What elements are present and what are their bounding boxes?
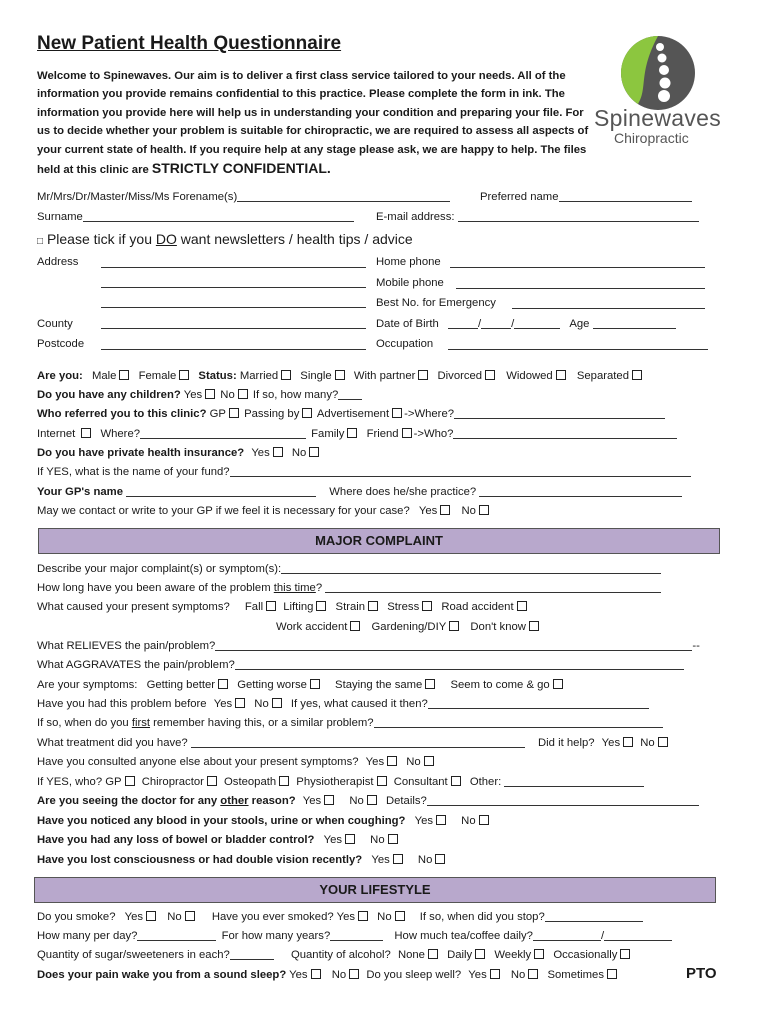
relieves-tail: -- — [692, 640, 700, 652]
doctor-no-label: No — [349, 795, 364, 807]
married-checkbox[interactable] — [281, 370, 291, 380]
contact-no-checkbox[interactable] — [479, 505, 489, 515]
did-help-yes-label: Yes — [601, 737, 621, 749]
bowel-row — [37, 833, 400, 847]
children-no-checkbox[interactable] — [238, 389, 248, 399]
address-line-1[interactable] — [101, 267, 366, 268]
children-yes-label: Yes — [183, 389, 203, 401]
relieves-row — [37, 639, 700, 653]
bowel-yes-label: Yes — [323, 834, 343, 846]
age-field[interactable] — [593, 317, 676, 329]
single-label: Single — [300, 370, 332, 382]
friend-label: Friend — [366, 428, 399, 440]
are-you-label: Are you: — [37, 370, 83, 382]
symptoms-question: Are your symptoms: — [37, 679, 138, 691]
logo-icon — [618, 33, 698, 113]
occasionally-checkbox[interactable] — [620, 949, 630, 959]
fund-label: If YES, what is the name of your fund? — [37, 466, 230, 478]
gardening-label: Gardening/DIY — [371, 621, 447, 633]
sometimes-label: Sometimes — [547, 969, 604, 981]
dob-sep-2: / — [511, 318, 515, 330]
consulted-question: Have you consulted anyone else about your present symptoms? — [37, 756, 359, 768]
insurance-no-label: No — [291, 447, 307, 459]
did-help-label: Did it help? — [538, 737, 595, 749]
passing-checkbox[interactable] — [302, 408, 312, 418]
relieves-field[interactable] — [215, 639, 692, 651]
consulted-yes-label: Yes — [365, 756, 385, 768]
separated-checkbox[interactable] — [632, 370, 642, 380]
dob-row — [376, 317, 676, 331]
sometimes-checkbox[interactable] — [607, 969, 617, 979]
contact-gp-question: May we contact or write to your GP if we feel it is necessary for your case? — [37, 505, 410, 517]
doctor-no-checkbox[interactable] — [367, 795, 377, 805]
per-day-field[interactable] — [137, 929, 216, 941]
gp-name-field[interactable] — [126, 485, 316, 497]
physio-label: Physiotherapist — [296, 776, 374, 788]
conscious-no-checkbox[interactable] — [435, 854, 445, 864]
advert-label: Advertisement — [316, 408, 390, 420]
years-label: For how many years? — [221, 930, 331, 942]
conscious-yes-label: Yes — [371, 854, 390, 866]
consultant-label: Consultant — [393, 776, 448, 788]
emergency-label: Best No. for Emergency — [376, 297, 496, 309]
contact-gp-row — [37, 504, 491, 518]
describe-row — [37, 562, 661, 576]
dont-know-checkbox[interactable] — [529, 621, 539, 631]
conscious-yes-checkbox[interactable] — [393, 854, 403, 864]
family-checkbox[interactable] — [347, 428, 357, 438]
doctor-underlined: other — [220, 795, 249, 807]
status-label: Status: — [198, 370, 237, 382]
had-before-row — [37, 697, 649, 711]
bowel-no-checkbox[interactable] — [388, 834, 398, 844]
major-complaint-header: MAJOR COMPLAINT — [38, 528, 720, 554]
bowel-yes-checkbox[interactable] — [345, 834, 355, 844]
wake-row — [37, 968, 619, 982]
none-checkbox[interactable] — [428, 949, 438, 959]
what-caused-field[interactable] — [428, 697, 649, 709]
internet-label: Internet — [37, 428, 76, 440]
lifting-label: Lifting — [283, 601, 314, 613]
dob-year[interactable] — [514, 317, 560, 329]
conscious-no-label: No — [417, 854, 433, 866]
friend-who-label: ->Who? — [413, 428, 454, 440]
mobile-phone-field[interactable] — [456, 288, 705, 289]
referred-gp-checkbox[interactable] — [229, 408, 239, 418]
partner-label: With partner — [353, 370, 416, 382]
sleep-well-question: Do you sleep well? — [366, 969, 462, 981]
logo-name: Spinewaves — [594, 105, 722, 131]
years-field[interactable] — [330, 929, 383, 941]
road-checkbox[interactable] — [517, 601, 527, 611]
partner-checkbox[interactable] — [418, 370, 428, 380]
children-no-label: No — [220, 389, 235, 401]
when-stop-field[interactable] — [545, 910, 643, 922]
had-before-yes-label: Yes — [213, 698, 233, 710]
caused-row — [37, 600, 529, 614]
road-label: Road accident — [441, 601, 514, 613]
per-day-row — [37, 929, 672, 943]
address-line-2[interactable] — [101, 287, 366, 288]
caused-question: What caused your present symptoms? — [37, 601, 230, 613]
fund-field[interactable] — [230, 465, 691, 477]
who-gp-checkbox[interactable] — [125, 776, 135, 786]
chiropractor-label: Chiropractor — [141, 776, 204, 788]
how-long-pre: How long have you been aware of the problem — [37, 582, 274, 594]
if-yes-who-label: If YES, who? — [37, 776, 103, 788]
stress-checkbox[interactable] — [422, 601, 432, 611]
internet-where-label: Where? — [100, 428, 141, 440]
surname-field[interactable] — [83, 210, 354, 222]
who-gp-label: GP — [105, 776, 122, 788]
blood-question: Have you noticed any blood in your stools, urine or when coughing? — [37, 815, 406, 827]
doctor-yes-label: Yes — [302, 795, 322, 807]
doctor-yes-checkbox[interactable] — [324, 795, 334, 805]
newsletter-checkbox[interactable]: □ — [37, 236, 44, 247]
county-field[interactable] — [101, 328, 366, 329]
symptoms-row — [37, 678, 565, 692]
none-label: None — [397, 949, 425, 961]
when-stop-label: If so, when did you stop? — [419, 911, 545, 923]
forename-field[interactable] — [237, 190, 450, 202]
email-row — [376, 210, 699, 224]
address-label: Address — [37, 256, 79, 268]
smoke-no-label: No — [167, 911, 182, 923]
referred-question: Who referred you to this clinic? — [37, 408, 207, 420]
fund-row — [37, 465, 691, 479]
had-before-yes-checkbox[interactable] — [235, 698, 245, 708]
had-before-question: Have you had this problem before — [37, 698, 207, 710]
blood-yes-checkbox[interactable] — [436, 815, 446, 825]
work-label: Work accident — [276, 621, 348, 633]
age-label: Age — [569, 318, 590, 330]
lifestyle-header: YOUR LIFESTYLE — [34, 877, 716, 903]
emergency-field[interactable] — [512, 308, 705, 309]
daily-checkbox[interactable] — [475, 949, 485, 959]
tea-field-1[interactable] — [533, 929, 601, 941]
family-label: Family — [311, 428, 345, 440]
dob-label: Date of Birth — [376, 318, 439, 330]
aggravates-row — [37, 658, 684, 672]
pto-label: PTO — [686, 965, 717, 982]
occupation-field[interactable] — [448, 349, 708, 350]
did-help-no-checkbox[interactable] — [658, 737, 668, 747]
occupation-label: Occupation — [376, 338, 434, 350]
stress-label: Stress — [387, 601, 420, 613]
tea-sep: / — [600, 930, 605, 942]
blood-yes-label: Yes — [414, 815, 434, 827]
ever-yes-checkbox[interactable] — [358, 911, 368, 921]
postcode-label: Postcode — [37, 338, 85, 350]
how-many-field[interactable] — [338, 388, 362, 400]
forename-label: Mr/Mrs/Dr/Master/Miss/Ms Forename(s) — [37, 191, 238, 203]
strain-label: Strain — [335, 601, 366, 613]
did-help-yes-checkbox[interactable] — [623, 737, 633, 747]
female-checkbox[interactable] — [179, 370, 189, 380]
smoke-yes-checkbox[interactable] — [146, 911, 156, 921]
female-label: Female — [138, 370, 177, 382]
widowed-checkbox[interactable] — [556, 370, 566, 380]
weekly-checkbox[interactable] — [534, 949, 544, 959]
home-phone-field[interactable] — [450, 267, 705, 268]
who-row — [37, 775, 644, 789]
blood-row — [37, 814, 491, 828]
advert-where-field[interactable] — [454, 407, 665, 419]
newsletter-post: want newsletters / health tips / advice — [176, 231, 413, 247]
bowel-question: Have you had any loss of bowel or bladder control? — [37, 834, 315, 846]
intro-paragraph — [37, 67, 597, 179]
dob-sep-1: / — [477, 318, 482, 330]
surname-label: Surname — [37, 211, 83, 223]
details-field[interactable] — [427, 794, 699, 806]
email-label: E-mail address: — [376, 211, 455, 223]
details-label: Details? — [385, 795, 427, 807]
page-title: New Patient Health Questionnaire — [37, 33, 342, 54]
children-question: Do you have any children? — [37, 389, 181, 401]
tea-label: How much tea/coffee daily? — [394, 930, 533, 942]
sleep-no-label: No — [510, 969, 526, 981]
fall-label: Fall — [244, 601, 264, 613]
consultant-checkbox[interactable] — [451, 776, 461, 786]
consulted-row — [37, 755, 436, 769]
advert-checkbox[interactable] — [392, 408, 402, 418]
children-yes-checkbox[interactable] — [205, 389, 215, 399]
consulted-no-label: No — [406, 756, 421, 768]
other-field[interactable] — [504, 775, 644, 787]
strain-checkbox[interactable] — [368, 601, 378, 611]
gp-where-label: Where does he/she practice? — [329, 486, 477, 498]
preferred-field[interactable] — [559, 190, 692, 202]
internet-where-field[interactable] — [140, 427, 306, 439]
postcode-field[interactable] — [101, 349, 366, 350]
conscious-row — [37, 853, 447, 867]
alcohol-question: Quantity of alcohol? — [290, 949, 391, 961]
married-label: Married — [239, 370, 279, 382]
doctor-row — [37, 794, 699, 808]
relieves-label: What RELIEVES the pain/problem? — [37, 640, 216, 652]
describe-label: Describe your major complaint(s) or symptom(s): — [37, 563, 282, 575]
mobile-phone-label: Mobile phone — [376, 277, 444, 289]
home-phone-label: Home phone — [376, 256, 441, 268]
first-underlined: first — [131, 717, 151, 729]
forename-row — [37, 190, 450, 204]
same-label: Staying the same — [335, 679, 423, 691]
wake-no-label: No — [331, 969, 347, 981]
sleep-no-checkbox[interactable] — [528, 969, 538, 979]
status-row — [37, 369, 644, 383]
sleep-yes-checkbox[interactable] — [490, 969, 500, 979]
how-long-underlined: this time — [273, 582, 316, 594]
osteopath-label: Osteopath — [224, 776, 277, 788]
newsletter-pre: Please tick if you — [46, 231, 156, 247]
doctor-pre: Are you seeing the doctor for any — [37, 795, 221, 807]
tea-field-2[interactable] — [604, 929, 672, 941]
consulted-no-checkbox[interactable] — [424, 756, 434, 766]
wake-no-checkbox[interactable] — [349, 969, 359, 979]
gardening-checkbox[interactable] — [449, 621, 459, 631]
email-field[interactable] — [458, 210, 699, 222]
single-checkbox[interactable] — [335, 370, 345, 380]
gp-name-label: Your GP's name — [37, 486, 123, 498]
consulted-yes-checkbox[interactable] — [387, 756, 397, 766]
treatment-label: What treatment did you have? — [37, 737, 188, 749]
chiropractor-checkbox[interactable] — [207, 776, 217, 786]
ever-smoked-question: Have you ever smoked? — [211, 911, 334, 923]
fall-checkbox[interactable] — [266, 601, 276, 611]
sugar-label: Quantity of sugar/sweeteners in each? — [37, 949, 230, 961]
first-pre: If so, when do you — [37, 717, 132, 729]
osteopath-checkbox[interactable] — [279, 776, 289, 786]
contact-yes-label: Yes — [418, 505, 438, 517]
sugar-row — [37, 948, 632, 962]
smoke-yes-label: Yes — [124, 911, 144, 923]
insurance-yes-checkbox[interactable] — [273, 447, 283, 457]
wake-question: Does your pain wake you from a sound sleep? — [37, 969, 287, 981]
come-go-checkbox[interactable] — [553, 679, 563, 689]
smoke-row — [37, 910, 643, 924]
spinewaves-logo — [618, 33, 698, 113]
insurance-row — [37, 446, 321, 460]
treatment-field[interactable] — [191, 736, 525, 748]
separated-label: Separated — [576, 370, 629, 382]
divorced-checkbox[interactable] — [485, 370, 495, 380]
contact-no-label: No — [461, 505, 476, 517]
advert-where-label: ->Where? — [404, 408, 455, 420]
ever-yes-label: Yes — [336, 911, 356, 923]
intro-text: Welcome to Spinewaves. Our aim is to deliver a first class service tailored to your needs. All of the information you provide remains confidential to this practice. Please complete the form in ink. The information you provide here will help us in understanding your condition and preparing your file. For us to decide whether your problem is suitable for chiropractic, we are required to assess all aspects of your current state of health. If you require help at any stage please ask, we are happy to help. The files held at this clinic are — [37, 70, 589, 177]
lifting-checkbox[interactable] — [316, 601, 326, 611]
describe-field[interactable] — [281, 562, 661, 574]
better-checkbox[interactable] — [218, 679, 228, 689]
internet-row — [37, 427, 677, 441]
how-long-field[interactable] — [325, 581, 661, 593]
logo-sub: Chiropractic — [614, 130, 689, 146]
sleep-yes-label: Yes — [468, 969, 487, 981]
gp-where-field[interactable] — [479, 485, 682, 497]
how-long-post: ? — [315, 582, 323, 594]
gp-name-row — [37, 485, 682, 499]
sugar-field[interactable] — [230, 948, 274, 960]
first-field[interactable] — [374, 716, 663, 728]
surname-row — [37, 210, 354, 224]
daily-label: Daily — [447, 949, 473, 961]
referred-gp-label: GP — [209, 408, 226, 420]
work-checkbox[interactable] — [350, 621, 360, 631]
dob-month[interactable] — [481, 317, 511, 329]
worse-label: Getting worse — [237, 679, 307, 691]
ever-no-checkbox[interactable] — [395, 911, 405, 921]
caused-row-2 — [276, 620, 541, 634]
referred-row — [37, 407, 665, 421]
first-row — [37, 716, 663, 730]
address-line-3[interactable] — [101, 307, 366, 308]
contact-yes-checkbox[interactable] — [440, 505, 450, 515]
had-before-no-checkbox[interactable] — [272, 698, 282, 708]
first-post: remember having this, or a similar problem? — [150, 717, 374, 729]
what-caused-label: If yes, what caused it then? — [290, 698, 428, 710]
aggravates-field[interactable] — [235, 658, 684, 670]
male-checkbox[interactable] — [119, 370, 129, 380]
worse-checkbox[interactable] — [310, 679, 320, 689]
doctor-post: reason? — [248, 795, 296, 807]
same-checkbox[interactable] — [425, 679, 435, 689]
bowel-no-label: No — [370, 834, 385, 846]
preferred-label: Preferred name — [480, 191, 559, 203]
had-before-no-label: No — [254, 698, 269, 710]
occasionally-label: Occasionally — [553, 949, 618, 961]
physio-checkbox[interactable] — [377, 776, 387, 786]
friend-checkbox[interactable] — [402, 428, 412, 438]
other-label: Other: — [469, 776, 502, 788]
ever-no-label: No — [377, 911, 392, 923]
per-day-label: How many per day? — [37, 930, 138, 942]
newsletter-do: DO — [155, 231, 177, 247]
insurance-question: Do you have private health insurance? — [37, 447, 245, 459]
passing-label: Passing by — [244, 408, 300, 420]
blood-no-label: No — [461, 815, 476, 827]
smoke-no-checkbox[interactable] — [185, 911, 195, 921]
better-label: Getting better — [146, 679, 216, 691]
how-long-row — [37, 581, 661, 595]
wake-yes-checkbox[interactable] — [311, 969, 321, 979]
treatment-row — [37, 736, 670, 750]
weekly-label: Weekly — [494, 949, 532, 961]
insurance-yes-label: Yes — [251, 447, 270, 459]
did-help-no-label: No — [640, 737, 655, 749]
newsletter-row — [37, 231, 413, 247]
male-label: Male — [91, 370, 117, 382]
widowed-label: Widowed — [506, 370, 553, 382]
dob-day[interactable] — [448, 317, 478, 329]
preferred-row — [480, 190, 692, 204]
how-many-label: If so, how many? — [252, 389, 339, 401]
divorced-label: Divorced — [437, 370, 483, 382]
county-label: County — [37, 318, 73, 330]
insurance-no-checkbox[interactable] — [309, 447, 319, 457]
aggravates-label: What AGGRAVATES the pain/problem? — [37, 659, 235, 671]
blood-no-checkbox[interactable] — [479, 815, 489, 825]
intro-emphasis: STRICTLY CONFIDENTIAL. — [151, 160, 331, 177]
internet-checkbox[interactable] — [81, 428, 91, 438]
dont-know-label: Don't know — [470, 621, 526, 633]
conscious-question: Have you lost consciousness or had double vision recently? — [37, 854, 363, 866]
children-row — [37, 388, 362, 402]
smoke-question: Do you smoke? — [37, 911, 116, 923]
wake-yes-label: Yes — [289, 969, 308, 981]
friend-who-field[interactable] — [453, 427, 677, 439]
come-go-label: Seem to come & go — [450, 679, 550, 691]
